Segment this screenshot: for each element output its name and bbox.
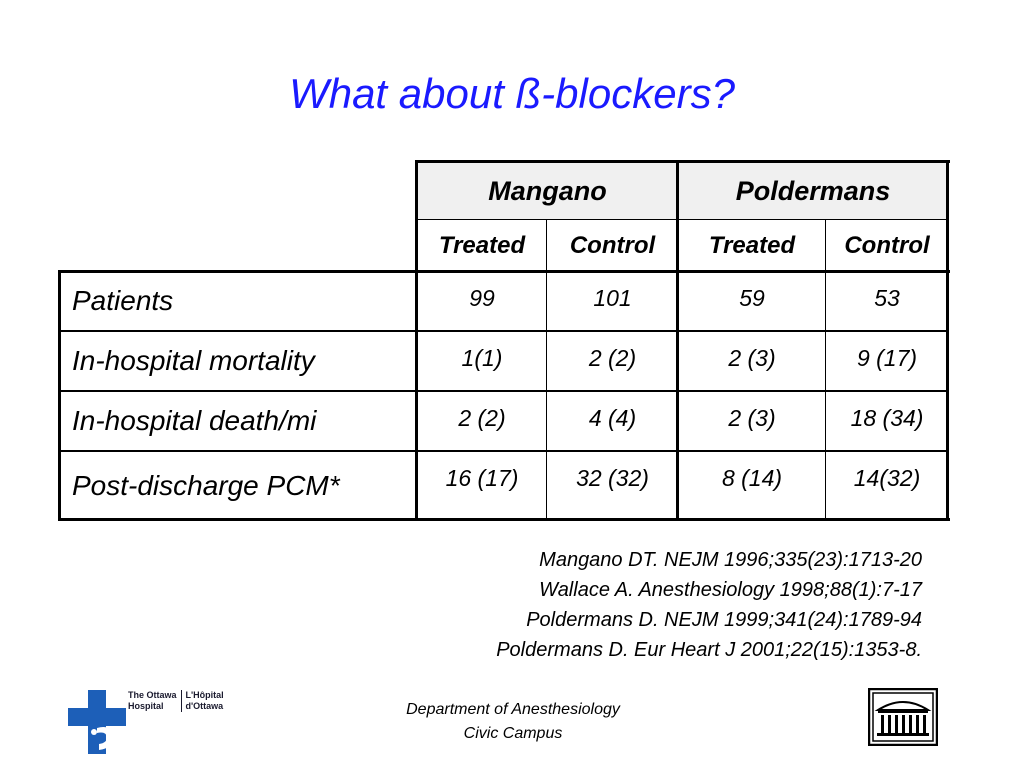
university-building-logo-icon — [868, 688, 938, 746]
logo-text-fr-1: L'Hôpital — [185, 690, 224, 700]
subheader-mangano-control: Control — [547, 220, 678, 271]
subheader-poldermans-control: Control — [826, 220, 948, 271]
table-cell: 101 — [593, 285, 632, 311]
reference-line: Mangano DT. NEJM 1996;335(23):1713-20 — [539, 549, 922, 571]
table-cell: 32 (32) — [576, 465, 649, 491]
table-border — [58, 518, 950, 521]
footer-department: Department of Anesthesiology — [406, 701, 620, 718]
table-cell: 2 (3) — [728, 345, 776, 371]
table-cell: 2 (2) — [588, 345, 637, 371]
table-border — [546, 220, 547, 520]
table-border — [58, 270, 61, 521]
table-border — [60, 330, 948, 332]
reference-line: Wallace A. Anesthesiology 1998;88(1):7-17 — [539, 579, 922, 601]
table-cell: 1(1) — [461, 345, 503, 371]
table-border — [58, 270, 950, 273]
table-cell: 2 (3) — [728, 405, 776, 431]
row-label-post-discharge-pcm: Post-discharge PCM* — [72, 469, 340, 501]
footer — [330, 698, 696, 746]
table-border — [415, 160, 950, 163]
table-cell: 8 (14) — [721, 465, 783, 491]
footer-campus: Civic Campus — [463, 725, 563, 742]
table-cell: 9 (17) — [856, 345, 918, 371]
group-header-poldermans: Poldermans — [678, 162, 948, 220]
row-label-patients: Patients — [72, 285, 174, 316]
slide-title: What about ß-blockers? — [289, 70, 735, 117]
table-cell: 4 (4) — [588, 405, 637, 431]
table-cell: 14(32) — [853, 465, 921, 491]
table-border — [417, 219, 948, 220]
table-cell: 59 — [739, 285, 765, 311]
references — [496, 545, 922, 665]
table-border — [60, 390, 948, 392]
reference-line: Poldermans D. Eur Heart J 2001;22(15):1353-8. — [496, 639, 922, 661]
hospital-logo-text — [128, 690, 224, 712]
table-cell: 16 (17) — [445, 465, 519, 491]
table-border — [415, 160, 418, 521]
logo-text-en-1: The Ottawa — [128, 690, 177, 700]
table-cell: 18 (34) — [850, 405, 924, 431]
subheader-poldermans-treated: Treated — [678, 220, 826, 271]
table-cell: 53 — [874, 285, 900, 311]
table-border — [825, 220, 826, 520]
reference-line: Poldermans D. NEJM 1999;341(24):1789-94 — [526, 609, 922, 631]
subheader-mangano-treated: Treated — [417, 220, 547, 271]
row-label-in-hospital-mortality: In-hospital mortality — [72, 345, 315, 376]
row-label-in-hospital-death-mi: In-hospital death/mi — [72, 405, 317, 436]
table-cell: 99 — [469, 285, 495, 311]
table-border — [676, 160, 679, 521]
group-header-mangano: Mangano — [417, 162, 678, 220]
table-border — [60, 450, 948, 452]
logo-text-en-2: Hospital — [128, 701, 164, 711]
logo-text-fr-2: d'Ottawa — [185, 701, 224, 711]
table-border — [946, 160, 949, 521]
table-cell: 2 (2) — [458, 405, 506, 431]
